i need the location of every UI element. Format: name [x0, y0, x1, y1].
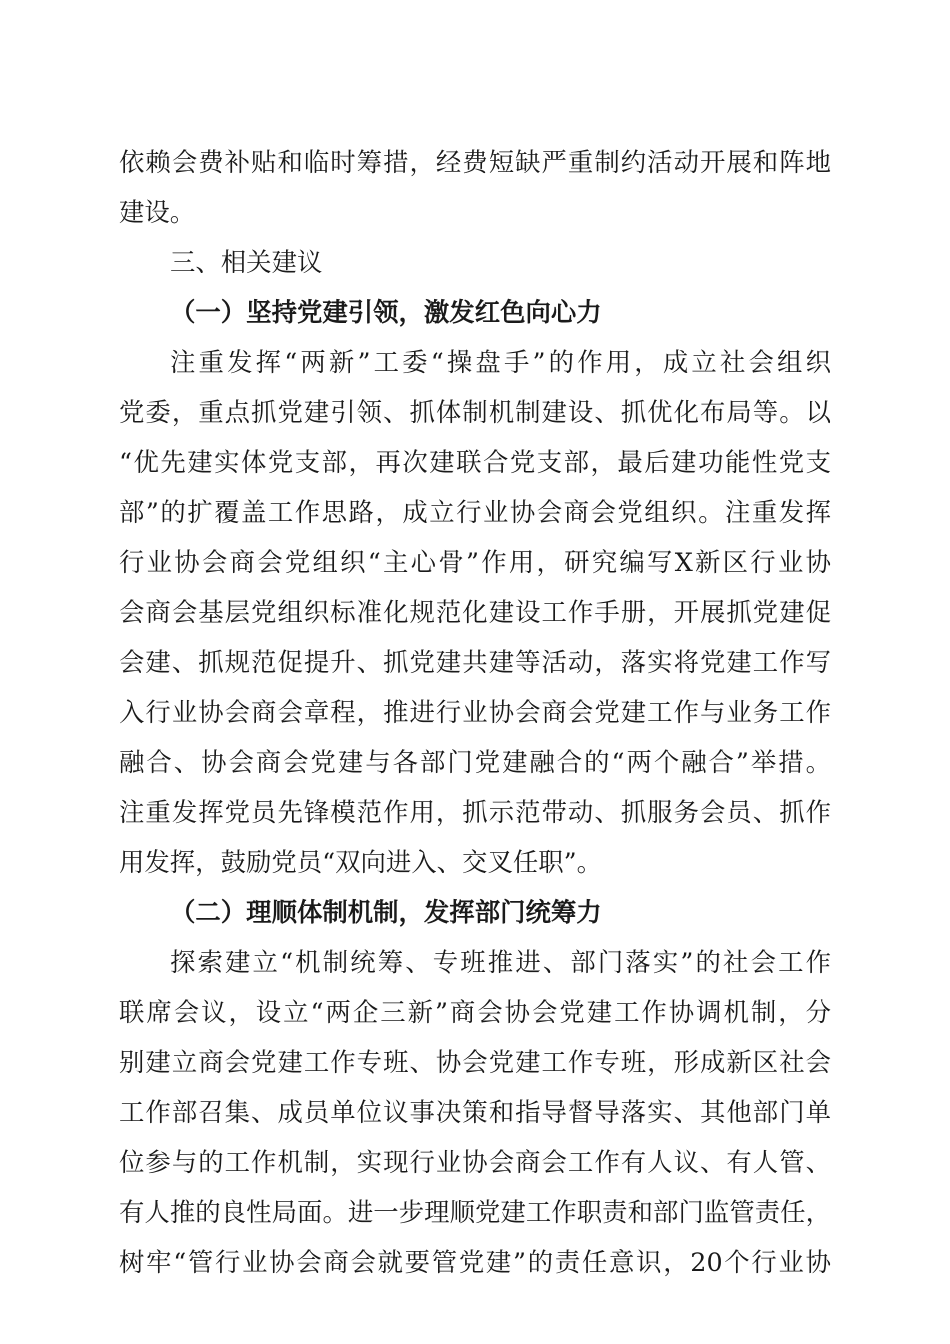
paragraph-line: 用发挥，鼓励党员“双向进入、交叉任职”。 [119, 847, 602, 877]
document-page [119, 137, 831, 1287]
paragraph-line: 树牢“管行业协会商会就要管党建”的责任意识，20个行业协 [119, 1247, 831, 1277]
paragraph-line: 入行业协会商会章程，推进行业协会商会党建工作与业务工作 [119, 697, 831, 727]
section-heading: 三、相关建议 [170, 247, 323, 277]
paragraph-line: 注重发挥“两新”工委“操盘手”的作用，成立社会组织 [170, 347, 831, 377]
subsection-heading: （二）理顺体制机制，发挥部门统筹力 [170, 897, 602, 927]
paragraph-line: 工作部召集、成员单位议事决策和指导督导落实、其他部门单 [119, 1097, 831, 1127]
paragraph-line: 行业协会商会党组织“主心骨”作用，研究编写X新区行业协 [119, 547, 831, 577]
paragraph-line: 联席会议，设立“两企三新”商会协会党建工作协调机制，分 [119, 997, 831, 1027]
paragraph-line: 依赖会费补贴和临时筹措，经费短缺严重制约活动开展和阵地 [119, 147, 831, 177]
paragraph-line: 位参与的工作机制，实现行业协会商会工作有人议、有人管、 [119, 1147, 831, 1177]
paragraph-line: 建设。 [119, 197, 196, 227]
paragraph-line: 部”的扩覆盖工作思路，成立行业协会商会党组织。注重发挥 [119, 497, 831, 527]
paragraph-line: 注重发挥党员先锋模范作用，抓示范带动、抓服务会员、抓作 [119, 797, 831, 827]
paragraph-line: 会建、抓规范促提升、抓党建共建等活动，落实将党建工作写 [119, 647, 831, 677]
paragraph-line: 融合、协会商会党建与各部门党建融合的“两个融合”举措。 [119, 747, 831, 777]
paragraph-line: 探索建立“机制统筹、专班推进、部门落实”的社会工作 [170, 947, 831, 977]
paragraph-line: 党委，重点抓党建引领、抓体制机制建设、抓优化布局等。以 [119, 397, 831, 427]
paragraph-line: “优先建实体党支部，再次建联合党支部，最后建功能性党支 [119, 447, 831, 477]
paragraph-line: 会商会基层党组织标准化规范化建设工作手册，开展抓党建促 [119, 597, 831, 627]
paragraph-line: 有人推的良性局面。进一步理顺党建工作职责和部门监管责任， [119, 1197, 831, 1227]
subsection-heading: （一）坚持党建引领，激发红色向心力 [170, 297, 602, 327]
paragraph-line: 别建立商会党建工作专班、协会党建工作专班，形成新区社会 [119, 1047, 831, 1077]
